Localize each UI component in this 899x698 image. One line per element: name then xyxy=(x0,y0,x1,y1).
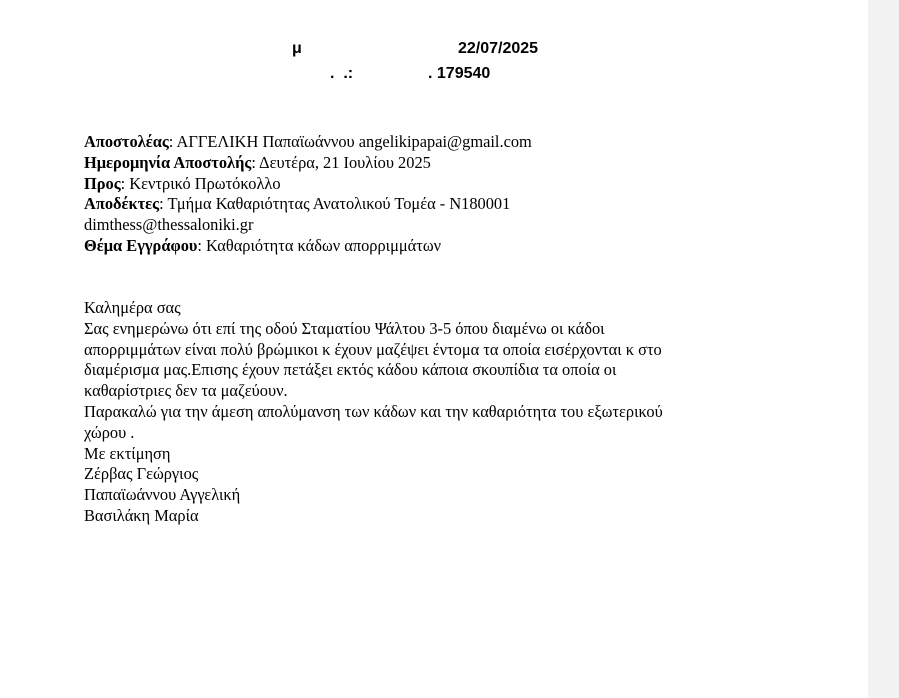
recipients-email-row xyxy=(84,215,532,236)
message-line: Βασιλάκη Μαρία xyxy=(84,505,199,525)
message-line: Ζέρβας Γεώργιος xyxy=(84,464,199,484)
message-line: Παρακαλώ για την άμεση απολύμανση των κάδων και την καθαριότητα του εξωτερικού xyxy=(84,401,663,421)
recipients-email: dimthess@thessaloniki.gr xyxy=(84,215,254,235)
message-line: Παπαϊωάννου Αγγελική xyxy=(84,485,241,505)
recipients-row xyxy=(84,194,532,215)
to-label: Προς xyxy=(84,173,121,193)
sent-date-label: Ημερομηνία Αποστολής xyxy=(84,152,252,172)
document-metadata xyxy=(84,132,532,257)
message-line: Σας ενημερώνω ότι επί της οδού Σταματίου Ψάλτου 3-5 όπου διαμένω οι κάδοι xyxy=(84,318,605,338)
sender-row xyxy=(84,132,532,153)
sender-label: Αποστολέας xyxy=(84,132,169,151)
protocol-prefix: . .: xyxy=(330,65,354,82)
subject-row xyxy=(84,236,532,257)
message-line: χώρου . xyxy=(84,422,135,442)
message-line: καθαρίστριες δεν τα μαζεύουν. xyxy=(84,381,288,401)
recipients-value: : Τμήμα Καθαριότητας Ανατολικού Τομέα - xyxy=(159,194,450,214)
scrollbar-track[interactable] xyxy=(868,0,899,698)
to-value: : Κεντρικό Πρωτόκολλο xyxy=(120,173,281,193)
message-line: Καλημέρα σας xyxy=(84,298,181,317)
header-date: 22/07/2025 xyxy=(458,40,539,57)
sent-date-row xyxy=(84,153,532,174)
sender-value: : ΑΓΓΕΛΙΚΗ Παπαϊωάννου angelikipapai@gmail.com xyxy=(168,132,532,151)
header-mark: μ xyxy=(292,40,302,57)
to-row xyxy=(84,174,532,195)
message-body xyxy=(84,298,663,527)
recipients-code: Ν180001 xyxy=(449,194,511,214)
message-line: Με εκτίμηση xyxy=(84,443,171,463)
sent-date-value: : Δευτέρα, 21 Ιουλίου 2025 xyxy=(251,152,431,172)
message-line: διαμέρισμα μας.Επισης έχουν πετάξει εκτός κάδου κάποια σκουπίδια τα οποία οι xyxy=(84,360,617,380)
protocol-number: . 179540 xyxy=(428,65,491,82)
subject-value: : Καθαριότητα κάδων απορριμμάτων xyxy=(197,235,442,255)
message-line: απορριμμάτων είναι πολύ βρώμικοι κ έχουν μαζέψει έντομα τα οποία εισέρχονται κ στο xyxy=(84,339,662,359)
subject-label: Θέμα Εγγράφου xyxy=(84,235,198,255)
recipients-label: Αποδέκτες xyxy=(84,194,160,214)
